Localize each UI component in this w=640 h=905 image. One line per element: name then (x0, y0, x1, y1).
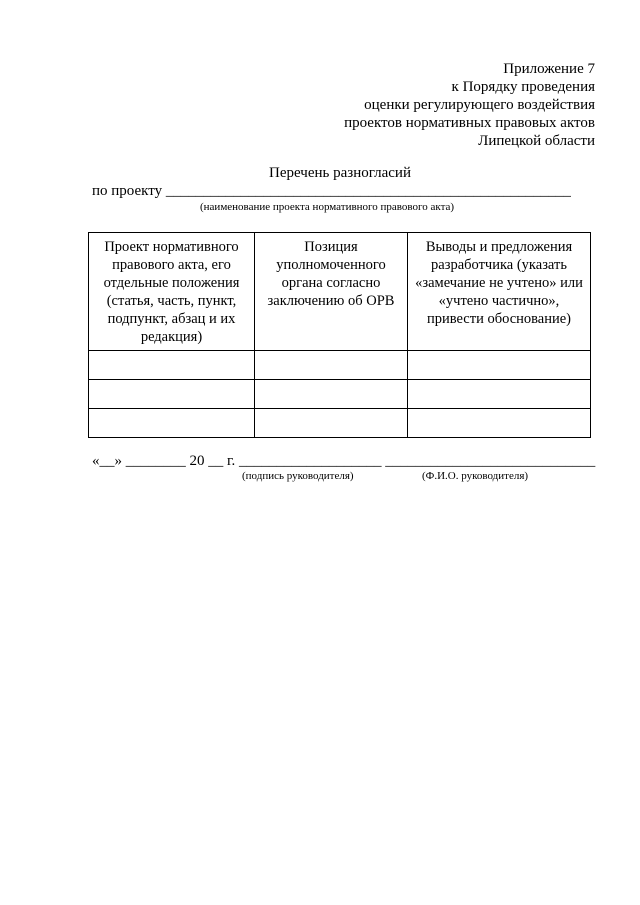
table-row (89, 380, 591, 409)
project-field-hint: (наименование проекта нормативного правового акта) (200, 201, 455, 213)
table-row (89, 409, 591, 438)
appendix-line: Липецкой области (478, 133, 595, 149)
table-row (89, 351, 591, 380)
column-header-developer-conclusions: Выводы и предложения разработчика (указать «замечание не учтено» или «учтено частично», привести обоснование) (408, 233, 591, 351)
signature-hint: (подпись руководителя) (242, 470, 354, 482)
name-hint: (Ф.И.О. руководителя) (422, 470, 529, 482)
table-cell (89, 409, 255, 438)
appendix-line: оценки регулирующего воздействия (364, 97, 595, 113)
column-header-authority-position: Позиция уполномоченного органа согласно заключению об ОРВ (255, 233, 408, 351)
table-header-row (89, 233, 591, 351)
table-cell (408, 351, 591, 380)
document-title: Перечень разногласий (269, 165, 411, 181)
table-cell (89, 380, 255, 409)
disagreements-table (88, 232, 591, 438)
project-field-line: по проекту ______________________________________________________ (92, 183, 571, 199)
table-cell (408, 409, 591, 438)
table-cell (255, 380, 408, 409)
table-cell (255, 351, 408, 380)
table-cell (408, 380, 591, 409)
table-cell (255, 409, 408, 438)
appendix-header (344, 60, 595, 150)
appendix-line: Приложение 7 (503, 61, 595, 77)
appendix-line: проектов нормативных правовых актов (344, 115, 595, 131)
appendix-line: к Порядку проведения (451, 79, 595, 95)
column-header-provision: Проект нормативного правового акта, его отдельные положения (статья, часть, пункт, подпункт, абзац и их редакция) (89, 233, 255, 351)
signature-line: «__» ________ 20 __ г. ___________________ ____________________________ (92, 453, 596, 469)
table-cell (89, 351, 255, 380)
